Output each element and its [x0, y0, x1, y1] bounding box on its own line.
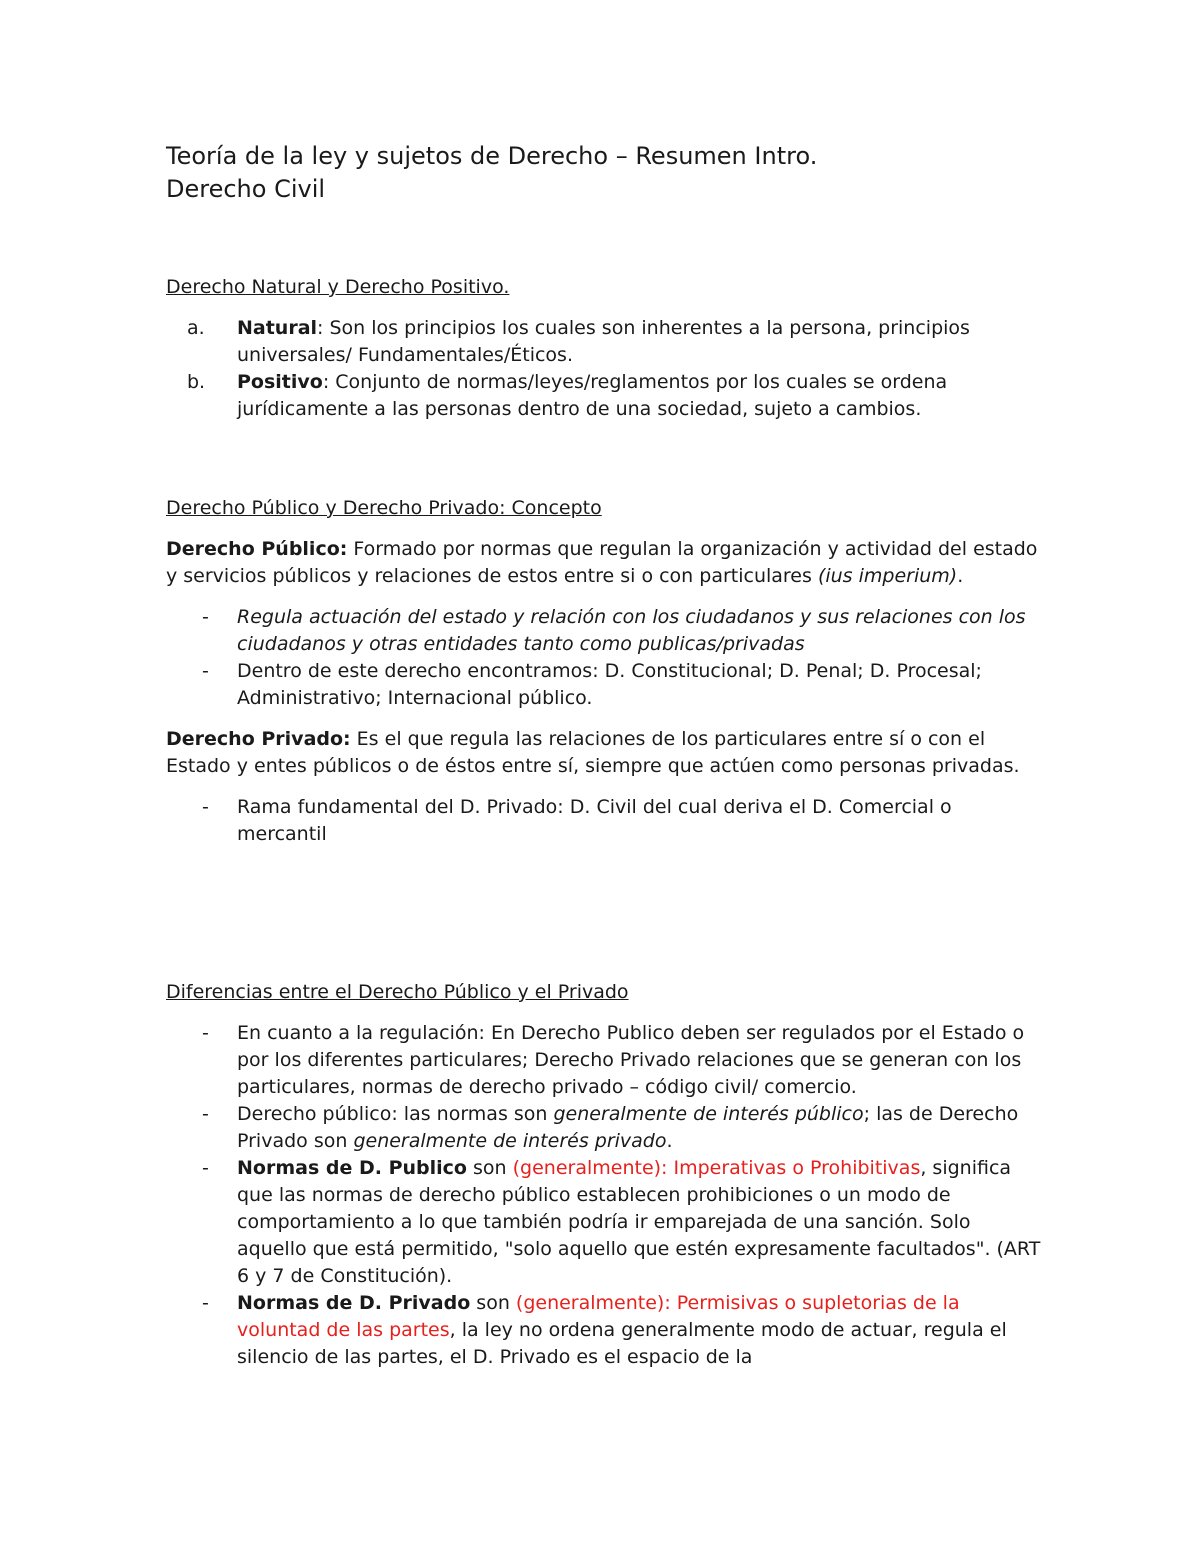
- ordered-list: [166, 315, 1046, 423]
- term: Natural: [237, 317, 318, 339]
- dash-marker: -: [202, 660, 209, 682]
- paragraph-text: Es el que regula las relaciones de los particulares entre sí o con el Estado y entes públicos o de éstos entre sí, siempre que actúen como personas privadas.: [166, 728, 1020, 777]
- term: Positivo: [237, 371, 323, 393]
- list-item-text: Rama fundamental del D. Privado: D. Civil del cual deriva el D. Comercial o mercantil: [237, 796, 952, 845]
- list-item: [166, 1020, 1046, 1101]
- list-item: [166, 369, 1046, 423]
- list-marker: a.: [187, 317, 205, 339]
- dash-list: [166, 1020, 1046, 1371]
- list-item: [166, 1290, 1046, 1371]
- list-item: [166, 1155, 1046, 1290]
- dash-marker: -: [202, 796, 209, 818]
- list-item: [166, 794, 1046, 848]
- list-item-text: .: [666, 1130, 673, 1152]
- title-line-2: Derecho Civil: [166, 175, 326, 203]
- dash-marker: -: [202, 1103, 209, 1125]
- highlighted-text: (generalmente): Imperativas o Prohibitivas: [512, 1157, 921, 1179]
- dash-marker: -: [202, 606, 209, 628]
- page-title: [166, 140, 1066, 206]
- list-item-text: En cuanto a la regulación: En Derecho Publico deben ser regulados por el Estado o por los diferentes particulares; Derecho Privado relaciones que se generan con los particulares, normas de derecho privado – código civil/ comercio.: [237, 1022, 1025, 1098]
- paragraph-text: .: [957, 565, 964, 587]
- paragraph-text: Formado por normas que regulan la organización y actividad del estado y servicios públicos y relaciones de estos entre si o con particulares: [166, 538, 1038, 587]
- list-item-text: son: [470, 1292, 516, 1314]
- italic-text: (ius imperium): [817, 565, 958, 587]
- list-item: [166, 658, 1046, 712]
- dash-marker: -: [202, 1292, 209, 1314]
- title-line-1: Teoría de la ley y sujetos de Derecho – Resumen Intro.: [166, 142, 818, 170]
- section-heading: Derecho Natural y Derecho Positivo.: [166, 276, 510, 298]
- section-heading: Derecho Público y Derecho Privado: Concepto: [166, 497, 602, 519]
- section-heading: Diferencias entre el Derecho Público y el Privado: [166, 981, 629, 1003]
- dash-marker: -: [202, 1157, 209, 1179]
- dash-marker: -: [202, 1022, 209, 1044]
- list-item-text: Derecho público: las normas son: [237, 1103, 554, 1125]
- list-item-text: , significa que las normas de derecho público establecen prohibiciones o un modo de comportamiento a lo que también podría ir emparejada de una sanción. Solo aquello que está permitido, "solo aquello que estén expresamente facultados". (ART 6 y 7 de Constitución).: [237, 1157, 1041, 1287]
- list-item: [166, 315, 1046, 369]
- term: Derecho Privado:: [166, 728, 351, 750]
- paragraph-derecho-privado: [166, 726, 1046, 780]
- term: Derecho Público:: [166, 538, 348, 560]
- dash-list: [166, 604, 1046, 712]
- highlighted-text: (generalmente): Permisivas o supletorias de la voluntad de las partes: [237, 1292, 960, 1341]
- list-item: [166, 604, 1046, 658]
- paragraph-derecho-publico: [166, 536, 1046, 590]
- term: Normas de D. Privado: [237, 1292, 471, 1314]
- italic-text: generalmente de interés público: [553, 1103, 864, 1125]
- italic-text: generalmente de interés privado: [353, 1130, 667, 1152]
- section-publico-privado: [166, 495, 1046, 848]
- list-item-text: Dentro de este derecho encontramos: D. Constitucional; D. Penal; D. Procesal; Administrativo; Internacional público.: [237, 660, 982, 709]
- section-diferencias: [166, 979, 1046, 1371]
- list-item-text: son: [466, 1157, 513, 1179]
- list-marker: b.: [187, 371, 206, 393]
- term: Normas de D. Publico: [237, 1157, 467, 1179]
- list-item-text: , la ley no ordena generalmente modo de actuar, regula el silencio de las partes, el D. Privado es el espacio de la: [237, 1319, 1007, 1368]
- list-item: [166, 1101, 1046, 1155]
- definition: : Conjunto de normas/leyes/reglamentos por los cuales se ordena jurídicamente a las personas dentro de una sociedad, sujeto a cambios.: [237, 371, 948, 420]
- list-item-text: ; las de Derecho Privado son: [237, 1103, 1019, 1152]
- section-natural-positivo: [166, 274, 1046, 423]
- list-item-text: Regula actuación del estado y relación con los ciudadanos y sus relaciones con los ciudadanos y otras entidades tanto como publicas/privadas: [237, 606, 1026, 655]
- dash-list: [166, 794, 1046, 848]
- definition: : Son los principios los cuales son inherentes a la persona, principios universales/ Fundamentales/Éticos.: [237, 317, 970, 366]
